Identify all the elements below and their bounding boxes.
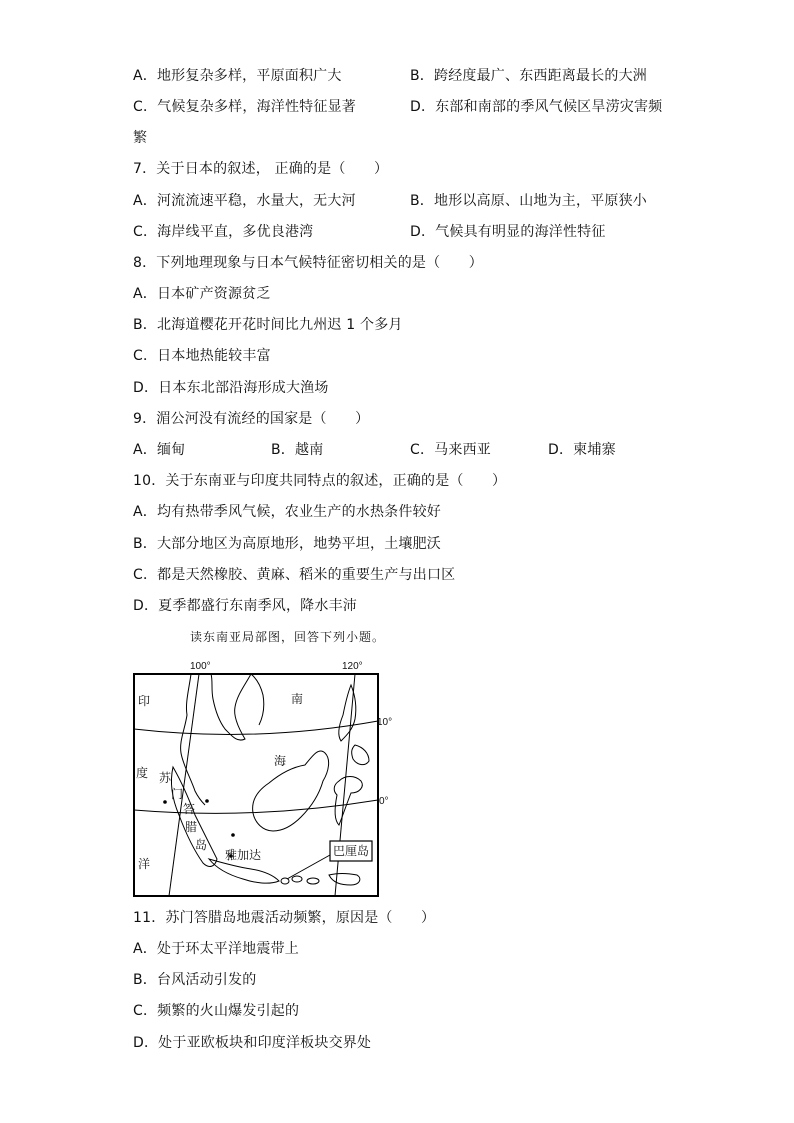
label-yin: 印 — [138, 694, 151, 708]
map-caption: 读东南亚局部图，回答下列小题。 — [190, 630, 386, 644]
q8-option-a: A．日本矿产资源贫乏 — [133, 286, 271, 302]
label-bali: 巴厘岛 — [333, 844, 370, 858]
q11-option-d: D．处于亚欧板块和印度洋板块交界处 — [133, 1035, 372, 1051]
lat-10-label: 10° — [377, 717, 393, 728]
q9-option-a: A．缅甸 — [133, 442, 186, 458]
map-frame — [134, 674, 378, 896]
q11-option-c: C．频繁的火山爆发引起的 — [133, 1003, 300, 1019]
q7-stem: 7．关于日本的叙述， 正确的是（ ） — [133, 161, 389, 177]
q9-stem: 9．湄公河没有流经的国家是（ ） — [133, 411, 370, 427]
label-sumatra-3: 答 — [183, 802, 196, 816]
q10-option-c: C．都是天然橡胶、黄麻、稻米的重要生产与出口区 — [133, 567, 456, 583]
southeast-asia-map — [133, 655, 393, 900]
sulawesi-island — [334, 777, 362, 826]
label-sumatra-4: 腊 — [185, 820, 198, 834]
q9-option-b: B．越南 — [271, 442, 324, 458]
q6-option-d-continued: 繁 — [133, 130, 148, 146]
timor-island — [329, 874, 360, 886]
lon-100-label: 100° — [190, 661, 211, 672]
q6-option-d: D．东部和南部的季风气候区旱涝灾害频 — [410, 99, 663, 115]
parallel-10n — [134, 721, 378, 734]
label-yang: 洋 — [138, 857, 151, 871]
island-dot — [231, 833, 235, 837]
parallel-equator — [134, 800, 378, 813]
island-dot — [163, 800, 167, 804]
label-nan: 南 — [291, 692, 304, 706]
q10-stem: 10．关于东南亚与印度共同特点的叙述，正确的是（ ） — [133, 473, 507, 489]
q11-option-b: B．台风活动引发的 — [133, 972, 257, 988]
label-hai: 海 — [274, 754, 287, 768]
q11-stem: 11．苏门答腊岛地震活动频繁，原因是（ ） — [133, 910, 436, 926]
label-du: 度 — [136, 766, 149, 780]
q10-option-b: B．大部分地区为高原地形，地势平坦，土壤肥沃 — [133, 536, 442, 552]
q8-option-c: C．日本地热能较丰富 — [133, 348, 271, 364]
q6-option-c: C．气候复杂多样，海洋性特征显著 — [133, 99, 356, 115]
label-sumatra-5: 岛 — [195, 838, 208, 852]
lombok-island — [292, 876, 302, 882]
map-drawing — [133, 655, 393, 900]
q6-option-b: B．跨经度最广、东西距离最长的大洲 — [410, 68, 648, 84]
q6-option-a: A．地形复杂多样，平原面积广大 — [133, 68, 342, 84]
borneo-island — [253, 751, 329, 831]
bali-leader-line — [287, 855, 330, 879]
label-jakarta: 雅加达 — [225, 848, 262, 862]
vietnam-coast — [251, 674, 264, 725]
lat-0-label: 0° — [379, 796, 389, 807]
label-sumatra-2: 门 — [171, 787, 184, 801]
label-sumatra-1: 苏 — [159, 771, 172, 785]
gulf-of-thailand-coast — [211, 674, 251, 740]
java-island — [209, 859, 279, 883]
q8-stem: 8．下列地理现象与日本气候特征密切相关的是（ ） — [133, 255, 483, 271]
sumbawa-island — [307, 878, 319, 884]
q7-option-c: C．海岸线平直，多优良港湾 — [133, 224, 314, 240]
q11-option-a: A．处于环太平洋地震带上 — [133, 941, 299, 957]
q8-option-b: B．北海道樱花开花时间比九州迟 1 个多月 — [133, 317, 403, 333]
lon-120-label: 120° — [342, 661, 363, 672]
q9-option-c: C．马来西亚 — [410, 442, 491, 458]
q7-option-a: A．河流流速平稳，水量大，无大河 — [133, 193, 356, 209]
q7-option-d: D．气候具有明显的海洋性特征 — [410, 224, 606, 240]
meridian-100 — [169, 674, 199, 896]
mindanao-island — [352, 745, 369, 765]
island-dot — [205, 799, 209, 803]
q10-option-d: D．夏季都盛行东南季风，降水丰沛 — [133, 598, 357, 614]
q9-option-d: D．柬埔寨 — [548, 442, 616, 458]
q8-option-d: D．日本东北部沿海形成大渔场 — [133, 380, 329, 396]
q10-option-a: A．均有热带季风气候，农业生产的水热条件较好 — [133, 504, 441, 520]
q7-option-b: B．地形以高原、山地为主，平原狭小 — [410, 193, 648, 209]
